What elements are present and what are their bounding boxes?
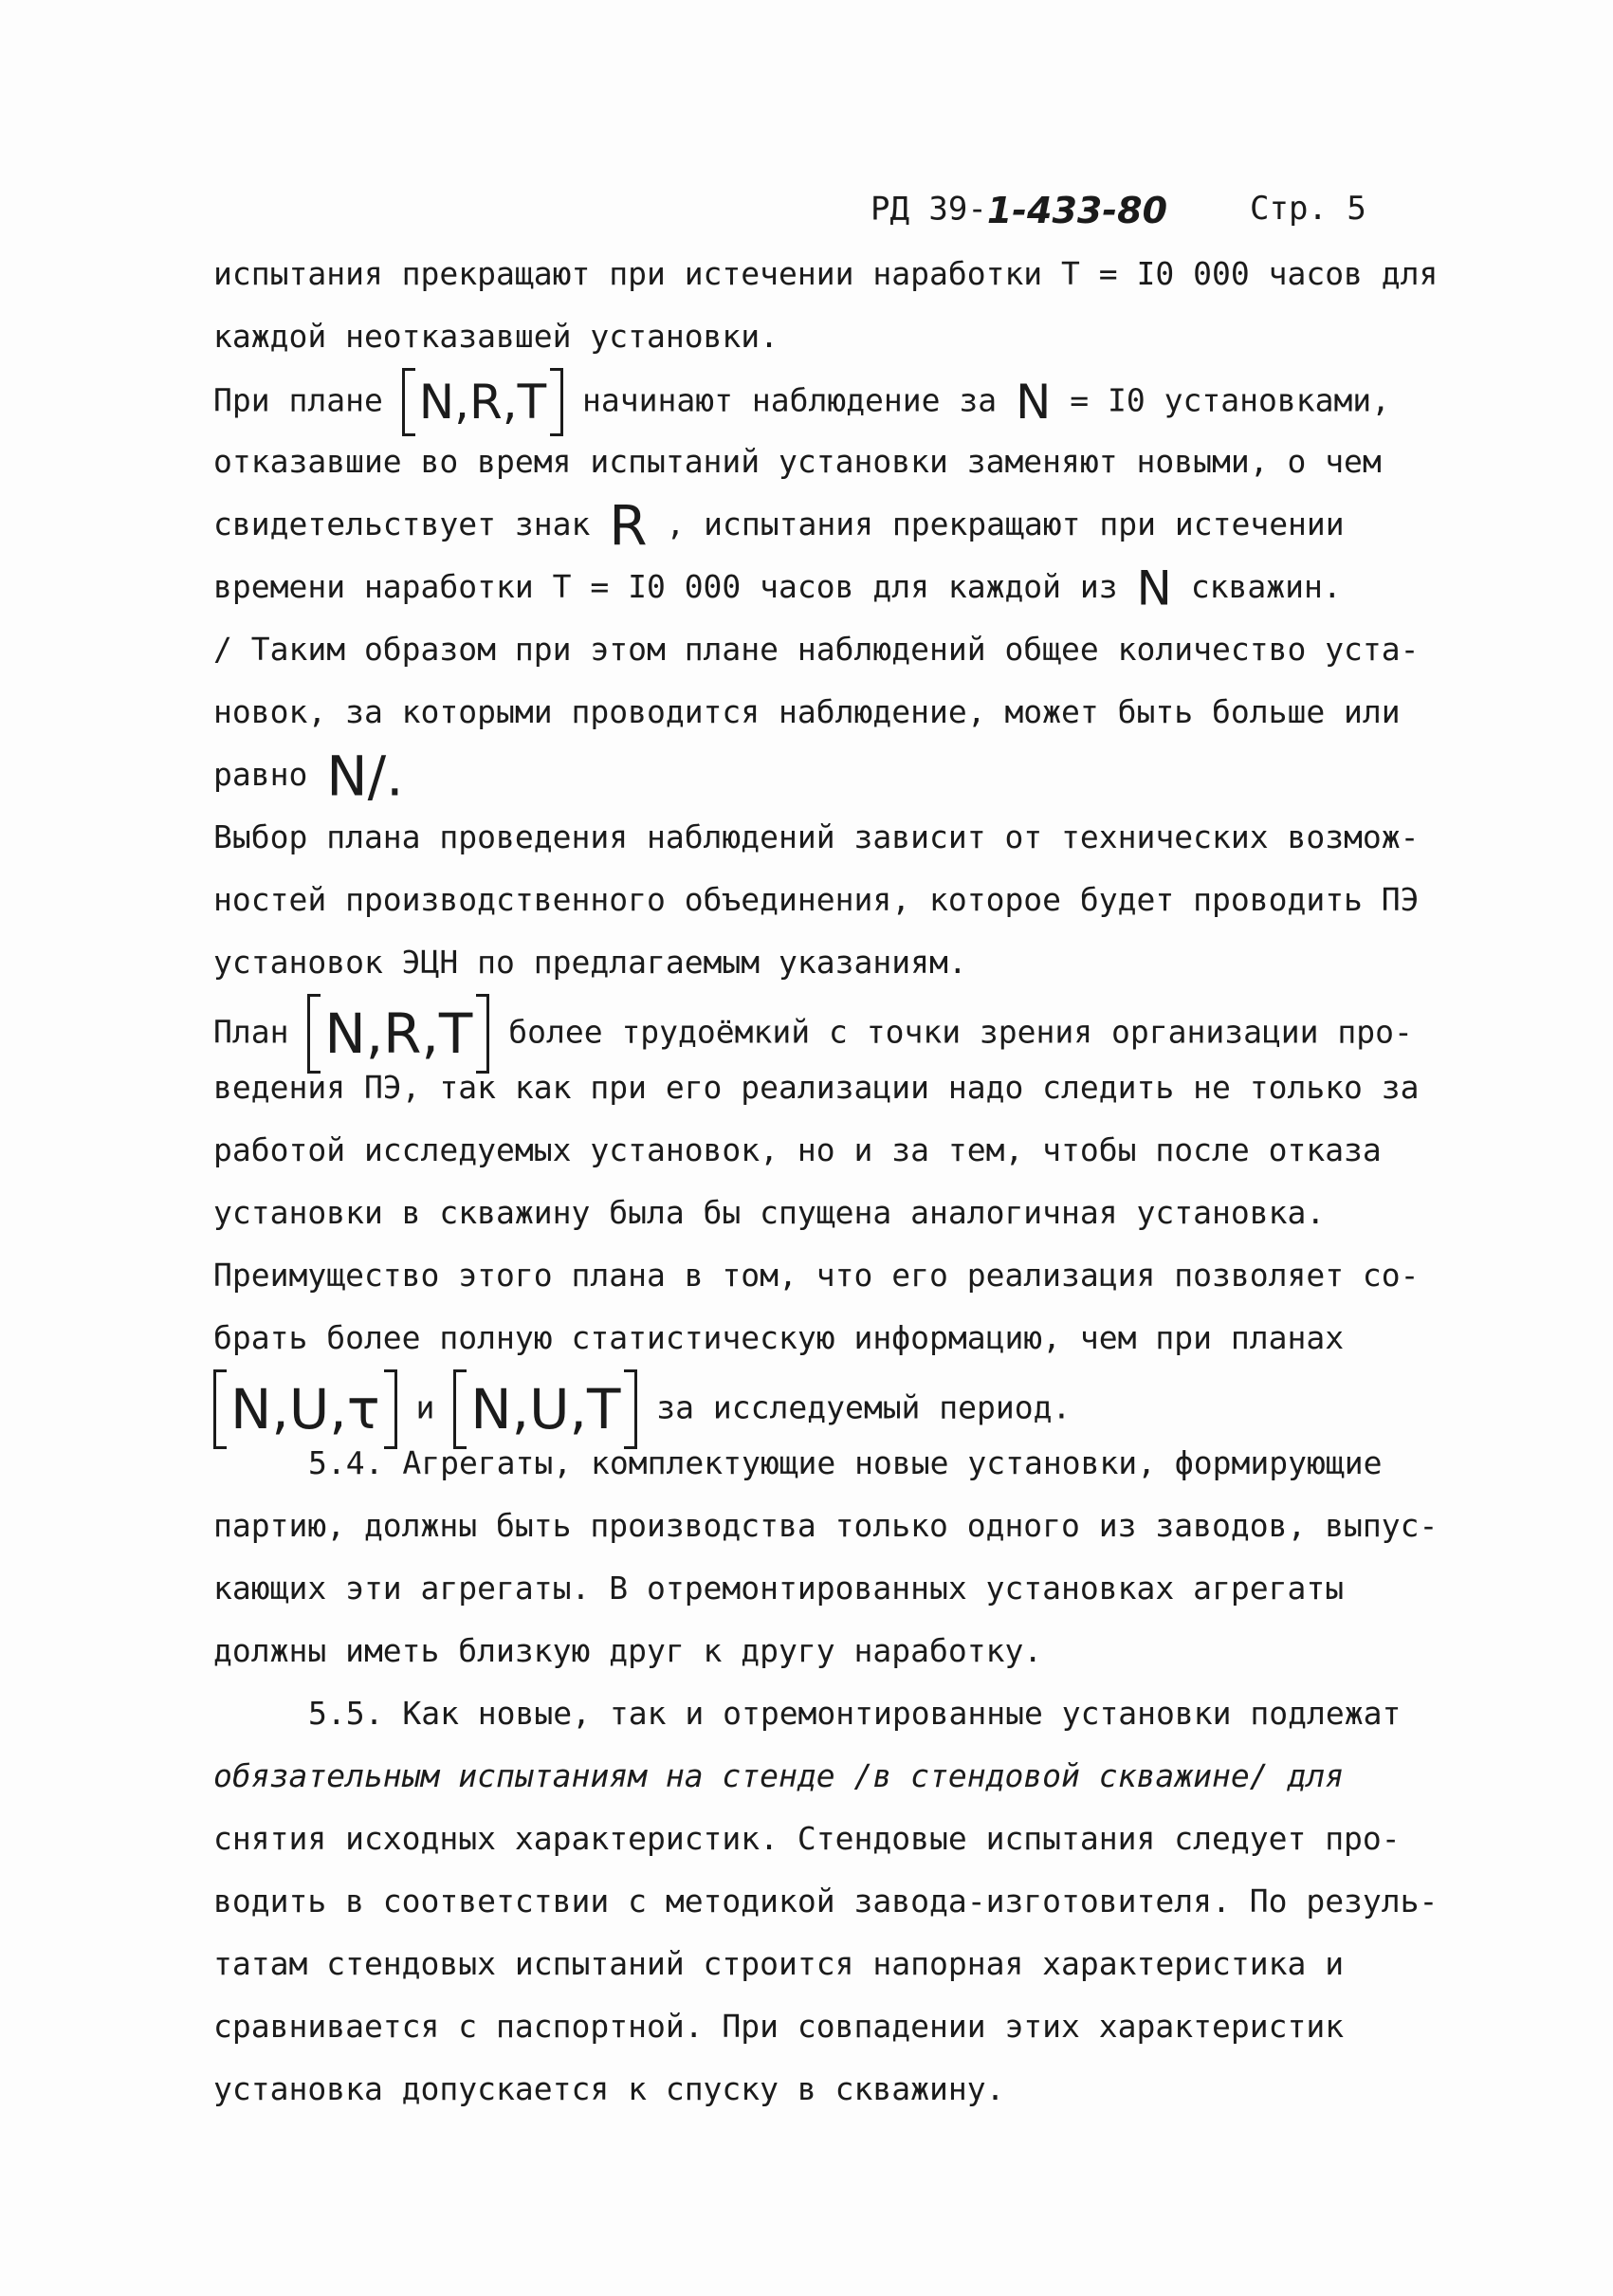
text-line [213,368,1446,431]
text-span: времени наработки Т = I0 000 часов для каждой из [213,568,1118,605]
paragraph-5-4: 5.4. Агрегаты, комплектующие новые установки, формирующие [308,1444,1383,1481]
text-span: скважин. [1190,568,1342,605]
document-number [871,190,1167,231]
text-line: обязательным испытаниям на стенде /в стендовой скважине/ для [213,1757,1345,1794]
text-line: татам стендовых испытаний строится напорная характеристика и [213,1945,1345,1982]
text-span: свидетельствует знак [213,505,591,542]
paragraph-5-5: 5.5. Как новые, так и отремонтированные установки подлежат [308,1695,1402,1732]
text-line: сравнивается с паспортной. При совпадении этих характеристик [213,2008,1345,2045]
text-line [213,1369,1446,1442]
text-line: водить в соответствии с методикой завода-изготовителя. По резуль- [213,1883,1439,1919]
symbol-n: N/. [326,744,404,809]
page-number: Стр. 5 [1250,190,1366,228]
page-header [871,190,1402,247]
text-line: ведения ПЭ, так как при его реализации надо следить не только за [213,1069,1420,1106]
text-span: за исследуемый период. [656,1388,1072,1426]
text-line [213,493,1446,559]
text-line: должны иметь близкую друг к другу наработку. [213,1632,1043,1669]
text-span: начинают наблюдение за [582,381,998,419]
text-span: = I0 установками, [1070,381,1391,419]
symbol-n: N [1136,560,1172,616]
text-line: работой исследуемых установок, но и за тем, чтобы после отказа [213,1131,1382,1168]
symbol-r: R [609,493,648,559]
doc-number-handwritten: 1-433-80 [986,190,1168,231]
text-span: более трудоёмкий с точки зрения организации про- [508,1013,1413,1051]
plan-formula: N,R,T [418,375,547,430]
text-span: равно [213,756,308,793]
text-line: отказавшие во время испытаний установки заменяют новыми, о чем [213,443,1382,480]
plan-formula: N,U,T [470,1377,621,1442]
text-span: План [213,1013,289,1051]
plan-bracket-left [402,368,415,436]
text-line: Преимущество этого плана в том, что его реализация позволяет со- [213,1257,1420,1294]
text-line: установка допускается к спуску в скважину. [213,2070,1005,2107]
text-line: установок ЭЦН по предлагаемым указаниям. [213,944,967,981]
text-line: новок, за которыми проводится наблюдение, может быть больше или [213,693,1401,730]
text-line [213,994,1446,1066]
text-line: / Таким образом при этом плане наблюдений общее количество уста- [213,631,1420,668]
text-line: брать более полную статистическую информацию, чем при планах [213,1319,1345,1356]
plan-formula: N,R,T [324,1001,473,1066]
text-line: каждой неотказавшей установки. [213,318,779,355]
text-span: , испытания прекращают при истечении [666,505,1345,542]
doc-prefix: РД 39- [871,190,987,229]
text-line: испытания прекращают при истечении наработки Т = I0 000 часов для [213,255,1439,292]
plan-bracket-right [550,368,563,436]
plan-formula: N,U,τ [230,1377,380,1442]
text-line [213,556,1446,618]
text-line: Выбор плана проведения наблюдений зависит от технических возмож- [213,818,1420,855]
text-line: снятия исходных характеристик. Стендовые испытания следует про- [213,1820,1401,1857]
text-span: При плане [213,381,383,419]
text-line: ностей производственного объединения, которое будет проводить ПЭ [213,881,1420,918]
text-line: установки в скважину была бы спущена аналогичная установка. [213,1194,1326,1231]
text-line: кающих эти агрегаты. В отремонтированных установках агрегаты [213,1570,1345,1607]
text-line [213,744,1446,809]
text-span: и [415,1388,435,1426]
symbol-n: N [1016,375,1052,430]
text-line: партию, должны быть производства только одного из заводов, выпус- [213,1507,1439,1544]
